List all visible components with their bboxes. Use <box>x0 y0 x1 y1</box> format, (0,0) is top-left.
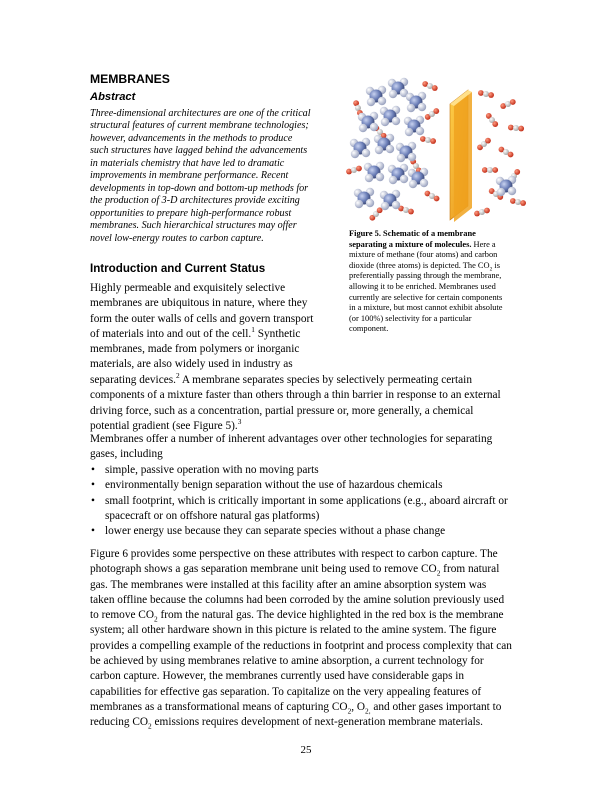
atom <box>420 179 428 187</box>
atom <box>389 176 397 184</box>
advantages-intro <box>90 432 530 463</box>
figure-caption <box>349 229 539 335</box>
caption-title: separating a mixture of molecules. <box>349 239 472 249</box>
atom <box>484 208 490 214</box>
subscript: 2, <box>365 706 371 716</box>
paragraph-line: Membranes offer a number of inherent advantages over other technologies for separating <box>90 433 493 445</box>
atom <box>381 118 389 126</box>
atom <box>400 175 408 183</box>
atom <box>430 138 436 144</box>
abstract-text <box>90 108 352 245</box>
paragraph-line: provides a compelling example of the reductions in footprint and process complexity that can <box>90 639 512 652</box>
atom <box>366 199 374 207</box>
atom <box>520 200 526 206</box>
atom <box>432 85 438 91</box>
atom <box>492 167 498 173</box>
atom <box>362 149 370 157</box>
atom <box>392 117 400 125</box>
caption-text: allowing it to be enriched. Membranes used <box>349 281 496 291</box>
atom <box>403 207 409 213</box>
footnote-ref: 3 <box>237 417 242 427</box>
paragraph-line: taken offline because the columns had been corroded by the amine solution previously used <box>90 593 505 606</box>
caption-text: currently are selective for certain components <box>349 292 503 302</box>
subscript: 2 <box>436 568 441 578</box>
paragraph-text: A membrane separates species by selectively permeating certain <box>179 374 472 386</box>
abstract-line: however, advancements in the methods to produce <box>90 132 293 144</box>
abstract-line: the production of 3-D architectures provide exciting <box>90 195 300 207</box>
abstract-line: opportunities to prepare high-performance robust <box>90 207 292 219</box>
bullet-icon: • <box>91 525 95 538</box>
atom <box>351 150 359 158</box>
atom <box>397 154 405 162</box>
list-item: • small footprint, which is critically important in some applications (e.g., aboard aircraft or <box>90 494 540 509</box>
atom <box>434 196 440 202</box>
atom <box>370 123 378 131</box>
atom <box>518 126 524 132</box>
atom <box>355 200 363 208</box>
atom <box>515 199 521 205</box>
atom <box>488 92 494 98</box>
paragraph-line: membranes are ubiquitous in nature, where they <box>90 297 308 310</box>
paragraph-text: separating devices. <box>90 374 176 386</box>
atom <box>508 125 514 131</box>
caption-text: in a mixture, but most cannot exhibit absolute <box>349 303 503 313</box>
abstract-line: such structures have lagged behind the advancements <box>90 145 308 157</box>
atom <box>508 152 514 158</box>
paragraph-line: driving force, such as a concentration, partial pressure or, more generally, a chemical <box>90 404 474 417</box>
advantages-list <box>90 463 540 539</box>
bullet-icon: • <box>91 464 95 476</box>
atom <box>487 167 493 173</box>
paragraph-line: gas. The membranes were installed at this facility after an amine absorption system was <box>90 578 487 591</box>
paragraph-line: membranes, made from polymers or inorganic <box>90 343 300 356</box>
caption-text: preferentially passing through the membrane, <box>349 271 502 281</box>
membrane-face <box>454 92 472 222</box>
atom <box>367 98 375 106</box>
intro-paragraph <box>90 281 330 373</box>
atom <box>513 125 519 131</box>
paragraph-line: materials, are also widely used in industry as <box>90 358 293 371</box>
atom <box>510 99 516 105</box>
subscript: 2 <box>347 706 352 716</box>
paragraph-line: Figure 6 provides some perspective on these attributes with respect to carbon capture. The <box>90 548 498 560</box>
list-item: • environmentally benign separation without the use of hazardous chemicals <box>90 478 540 493</box>
footnote-ref: 1 <box>251 325 255 335</box>
caption-text: is <box>492 260 500 270</box>
abstract-line: developments in top-down and bottom-up methods for <box>90 182 309 194</box>
paragraph-line: Highly permeable and exquisitely selective <box>90 282 286 294</box>
atom <box>408 153 416 161</box>
atom <box>409 180 417 188</box>
subscript: 2 <box>148 721 152 731</box>
atom <box>365 174 373 182</box>
atom <box>433 108 439 114</box>
abstract-heading: Abstract <box>90 91 136 103</box>
paragraph-line: system; all other hardware shown in this picture is related to the amine system. The figure <box>90 624 497 637</box>
atom <box>492 121 498 127</box>
paragraph-text: of materials into and out of the cell. <box>90 327 252 340</box>
atom <box>482 167 488 173</box>
atom <box>386 145 394 153</box>
atom <box>359 124 367 132</box>
atom <box>510 198 516 204</box>
atom <box>514 169 520 175</box>
atom <box>408 209 414 215</box>
caption-subscript: 2 <box>489 266 493 273</box>
atom <box>405 128 413 136</box>
abstract-line: novel low-energy routes to carbon capture. <box>90 232 264 244</box>
paragraph-line: capabilities for effective gas separation. To capitalize on the very appealing features of <box>90 685 482 698</box>
caption-text: component. <box>349 324 389 334</box>
atom <box>376 173 384 181</box>
bullet-icon: • <box>91 494 95 507</box>
footnote-ref: 2 <box>175 371 180 381</box>
abstract-line: in materials chemistry that have led to dramatic <box>90 157 285 169</box>
atom <box>497 188 505 196</box>
paragraph-line: be achieved by using membranes relative to amine absorption, a current technology for <box>90 655 484 668</box>
intro-heading: Introduction and Current Status <box>90 262 266 275</box>
atom <box>378 97 386 105</box>
atom <box>375 146 383 154</box>
caption-text: (or 100%) selectivity for a particular <box>349 313 472 323</box>
atom <box>479 209 485 215</box>
atom <box>420 136 426 142</box>
abstract-line: Three-dimensional architectures are one of the critical <box>90 108 311 119</box>
abstract-line: membranes. Such hierarchical structures may offer <box>90 220 297 232</box>
caption-text: mixture of methane (four atoms) and carbon <box>349 250 498 260</box>
membrane-figure <box>346 74 526 224</box>
atom <box>485 138 491 144</box>
atom <box>407 104 415 112</box>
atom <box>356 166 362 172</box>
atom <box>508 187 516 195</box>
page-number: 25 <box>300 744 312 756</box>
atom <box>418 103 426 111</box>
paragraph-text: Synthetic <box>254 327 301 340</box>
section-heading: MEMBRANES <box>90 72 170 86</box>
bullet-icon: • <box>91 479 95 492</box>
paragraph-line: carbon capture. However, the membranes currently used have considerable gaps in <box>90 670 465 683</box>
paragraph-text: potential gradient (see Figure 5). <box>90 419 238 432</box>
atom <box>425 137 431 143</box>
intro-paragraph-continued <box>90 373 530 434</box>
atom <box>351 167 357 173</box>
abstract-line: structural features of current membrane technologies; <box>90 120 309 132</box>
paragraph-line: form the outer walls of cells and govern transport <box>90 312 314 325</box>
atom <box>416 127 424 135</box>
list-item: • simple, passive operation with no moving parts <box>90 463 540 478</box>
figure6-paragraph: Figure 6 provides some perspective on these attributes with respect to carbon capture. The photograph shows a gas separation membrane unit being used to remove $CO_2$ from natural gas. The membranes were installed at this facility after an amine absorption system was taken offline because the columns had been corroded by the amine solution previously used to remove $CO_2$ from the natural gas. The device highlighted in the red box is the membrane system; all other hardware shown in this picture is related to the amine system. The figure provides a compelling example of the reductions in footprint and process complexity that can be achieved by using membranes relative to amine absorption, a current technology for carbon capture. However, the membranes currently used have considerable gaps in capabilities for effective gas separation. To capitalize on the very appealing features of membranes as a transformational means of capturing $CO_2$, $O_{2,}$ and other gases important to reducing $CO_2$ emissions requires development of next-generation membrane materials. <box>90 547 530 731</box>
atom <box>389 90 397 98</box>
caption-text: Here a <box>471 239 496 249</box>
paragraph-line: components of a mixture faster than others through a thin barrier in response to an external <box>90 389 501 402</box>
caption-text: dioxide (three atoms) is depicted. The CO <box>349 260 490 270</box>
paragraph-line: gases, including <box>90 448 163 461</box>
atom <box>478 90 484 96</box>
list-item: • lower energy use because they can separate species without a phase change <box>90 524 540 539</box>
atom <box>392 201 400 209</box>
subscript: 2 <box>154 614 158 624</box>
atom <box>483 91 489 97</box>
atom <box>381 202 389 210</box>
caption-title: Figure 5. Schematic of a membrane <box>349 229 476 238</box>
list-item-continuation: spacecraft or on offshore natural gas platforms) <box>105 509 320 522</box>
abstract-line: improvements in membrane performance. Recent <box>90 170 289 182</box>
